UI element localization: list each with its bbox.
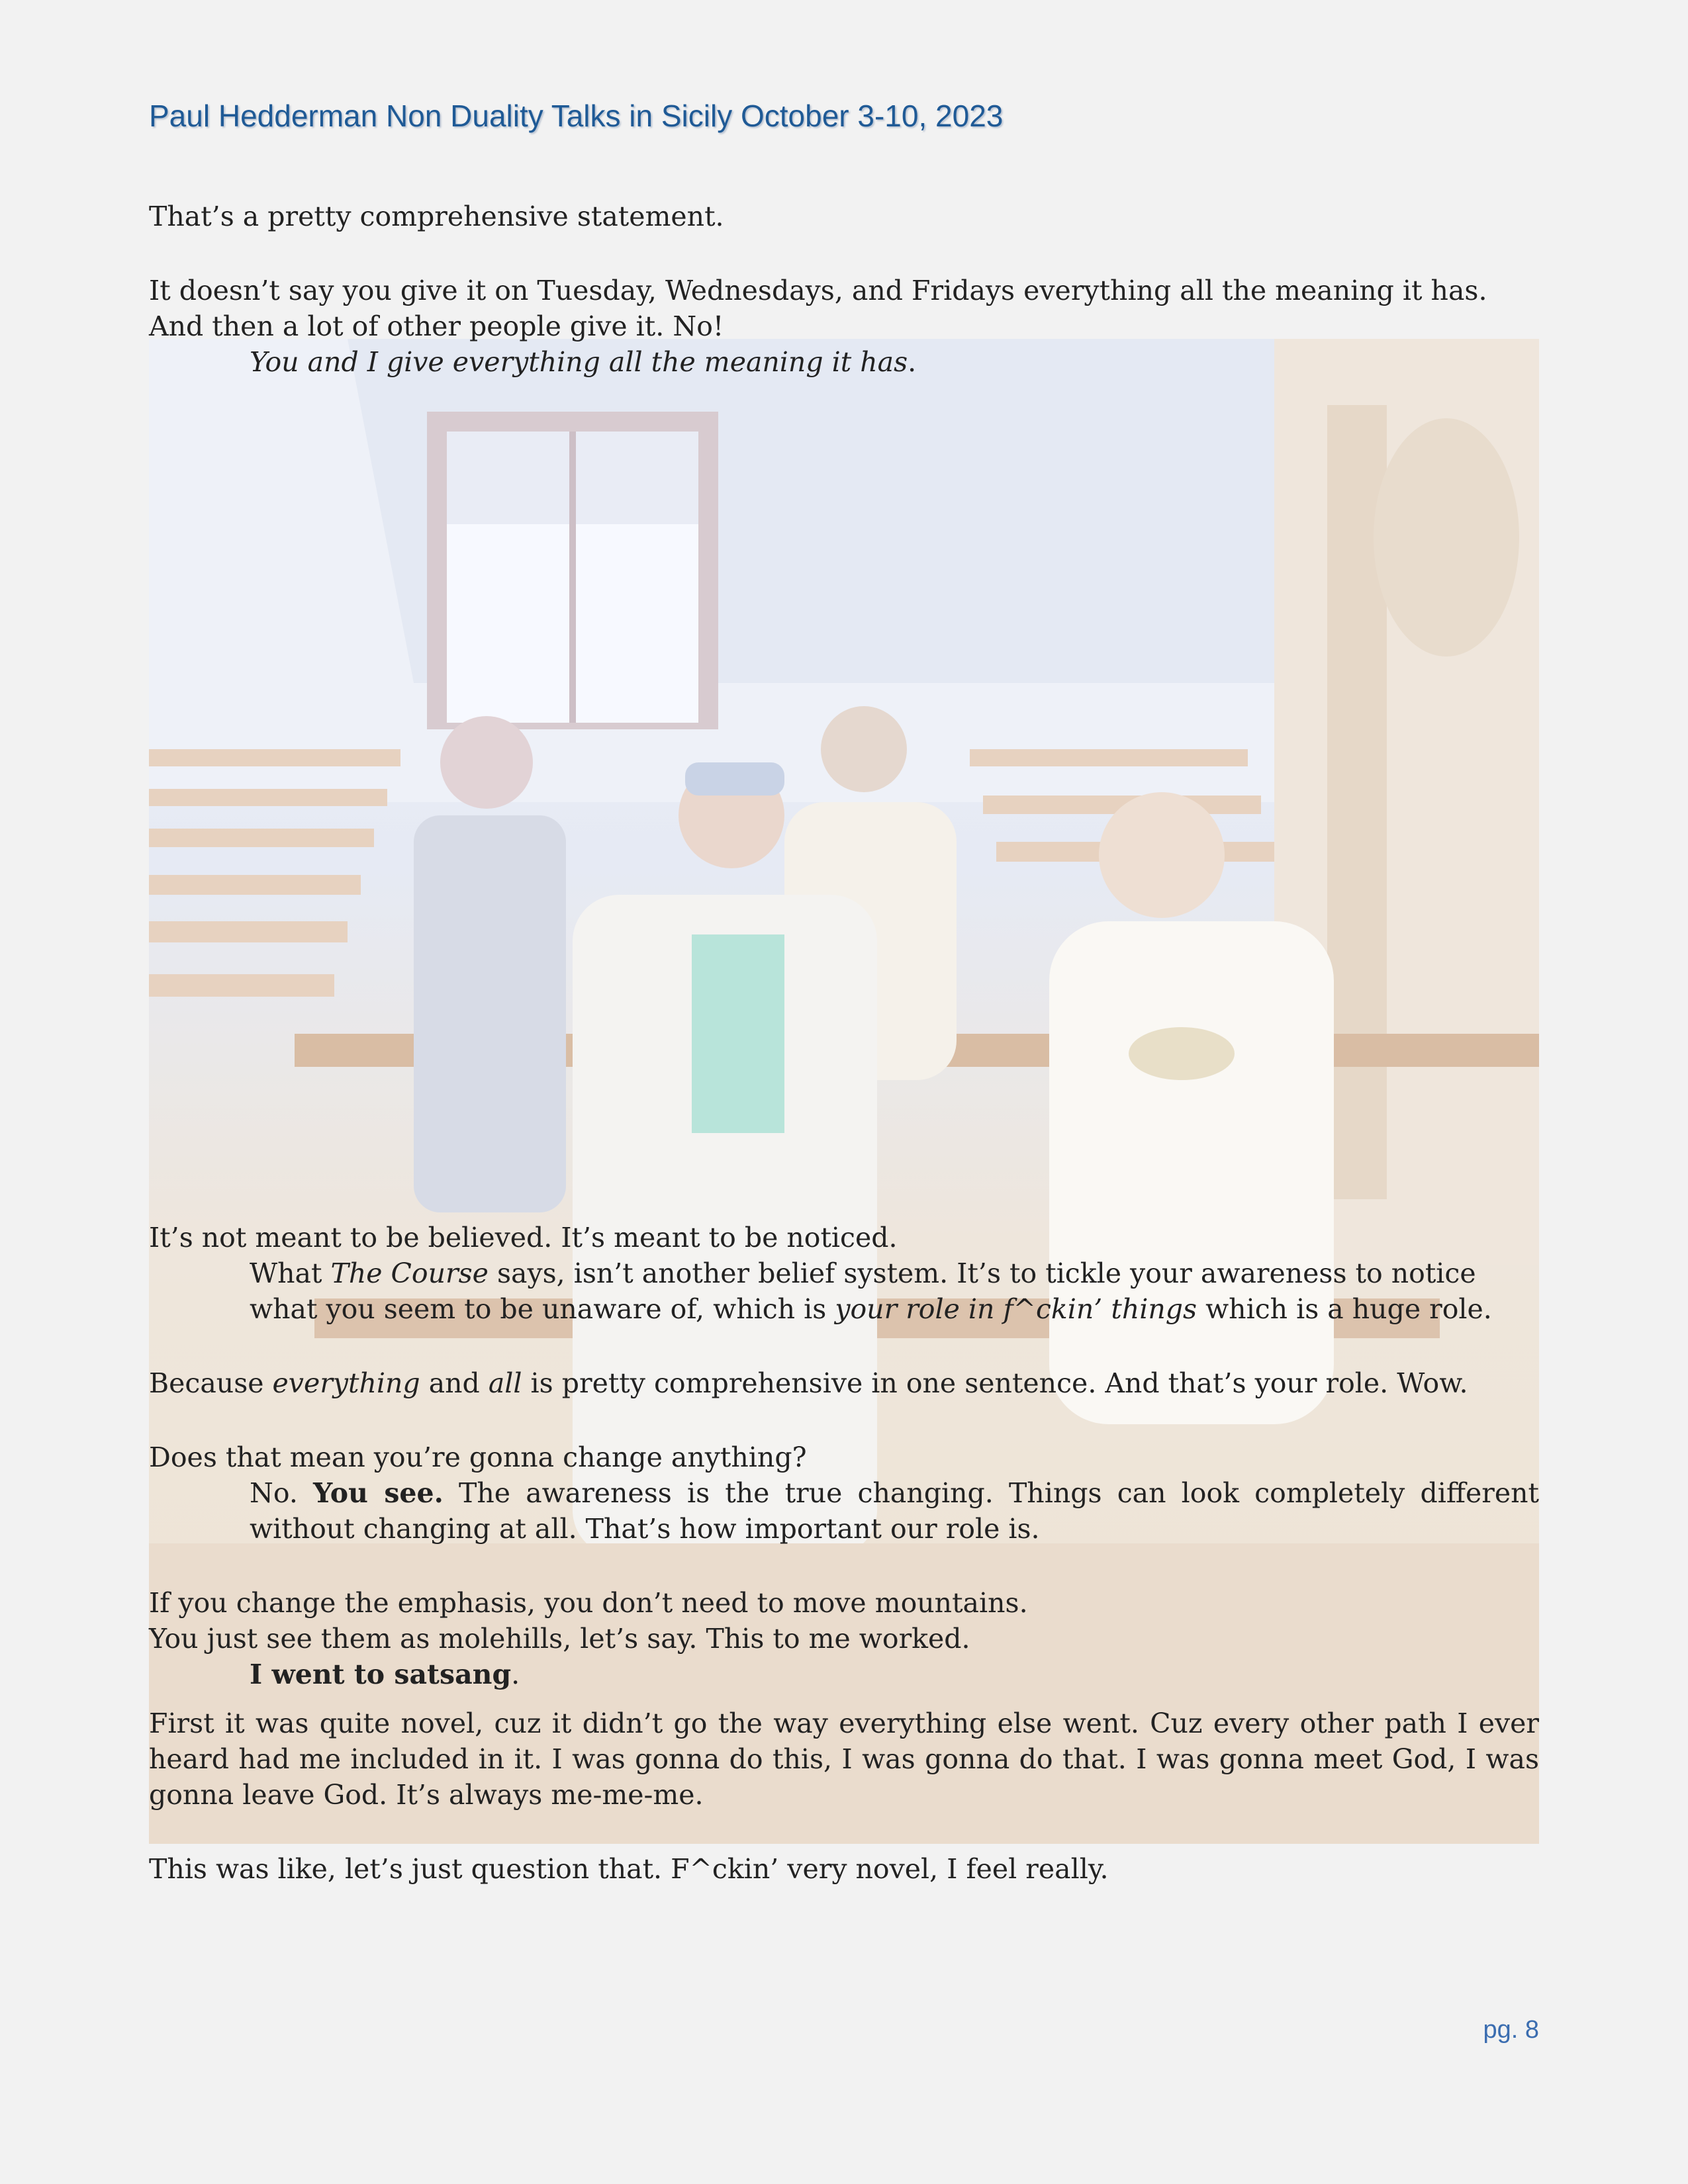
- wall-relief: [1374, 418, 1519, 657]
- text-fragment: is pretty comprehensive in one sentence. And that’s your role. Wow.: [522, 1367, 1468, 1399]
- text-fragment: and: [420, 1367, 489, 1399]
- paragraph: That’s a pretty comprehensive statement.: [149, 201, 724, 232]
- bold-text: You see.: [313, 1477, 444, 1509]
- italic-text: all: [488, 1367, 522, 1399]
- text-fragment: No.: [250, 1477, 314, 1509]
- paragraph: If you change the emphasis, you don’t need to move mountains.: [149, 1587, 1028, 1619]
- italic-text: You and I give everything all the meaning it has: [250, 346, 908, 378]
- italic-text: The Course: [330, 1257, 489, 1289]
- paragraph-indented: [149, 1475, 1539, 1547]
- paragraph-indented: [149, 1657, 1539, 1692]
- page-number: pg. 8: [1483, 2016, 1539, 2044]
- document-header: Paul Hedderman Non Duality Talks in Sicily October 3-10, 2023: [149, 99, 1004, 133]
- bold-text: I went to satsang: [250, 1659, 512, 1690]
- text-fragment: .: [908, 346, 917, 378]
- italic-text: everything: [272, 1367, 420, 1399]
- document-body: [149, 199, 1539, 380]
- paragraph: [149, 1365, 1539, 1401]
- document-body-lower: [149, 1220, 1539, 1887]
- italic-text: your role in f^ckin’ things: [835, 1293, 1197, 1325]
- text-fragment: which is a huge role.: [1197, 1293, 1492, 1325]
- text-fragment: .: [511, 1659, 520, 1690]
- paragraph: You just see them as molehills, let’s say. This to me worked.: [149, 1623, 970, 1655]
- paragraph: And then a lot of other people give it. No!: [149, 310, 724, 342]
- paragraph: It’s not meant to be believed. It’s meant to be noticed.: [149, 1222, 898, 1253]
- text-fragment: What: [250, 1257, 331, 1289]
- paragraph: Does that mean you’re gonna change anything?: [149, 1441, 807, 1473]
- quote-paragraph: [149, 344, 1539, 380]
- paragraph-indented: [149, 1255, 1539, 1327]
- paragraph: It doesn’t say you give it on Tuesday, Wednesdays, and Fridays everything all the meaning it has.: [149, 275, 1487, 306]
- paragraph: First it was quite novel, cuz it didn’t go the way everything else went. Cuz every other path I ever heard had me included in it. I was gonna do this, I was gonna do that. I was gonna meet God, I was gonna leave God. It’s always me-me-me.: [149, 1707, 1539, 1811]
- text-fragment: Because: [149, 1367, 273, 1399]
- text-fragment: says, isn’t another belief system. It’s to tickle your awareness to notice what you seem to be unaware of, which is: [250, 1257, 1476, 1325]
- paragraph: This was like, let’s just question that. F^ckin’ very novel, I feel really.: [149, 1853, 1109, 1885]
- text-fragment: The awareness is the true changing. Things can look completely different without changing at all. That’s how important our role is.: [250, 1477, 1539, 1545]
